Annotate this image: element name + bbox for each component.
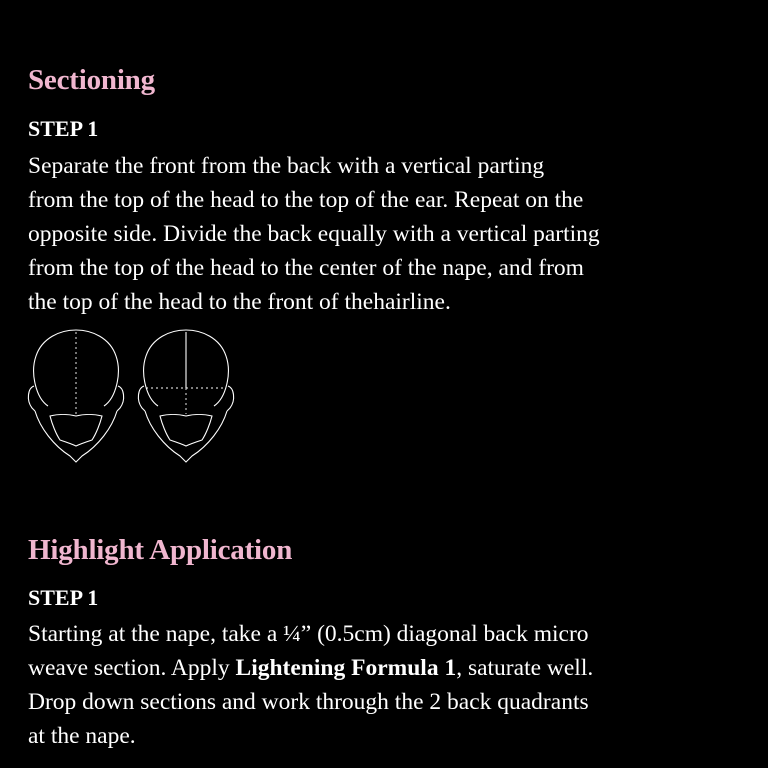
sectioning-line: the top of the head to the front of thehairline. <box>28 289 451 315</box>
highlight-application-heading: Highlight Application <box>28 534 293 566</box>
sectioning-diagram <box>22 328 242 468</box>
sectioning-line: from the top of the head to the center of the nape, and from <box>28 255 584 281</box>
sectioning-line: Separate the front from the back with a vertical parting <box>28 153 545 179</box>
head-back-sectioned-icon <box>138 330 233 462</box>
lightening-formula-name: Lightening Formula 1 <box>235 655 457 681</box>
highlight-step-label: STEP 1 <box>28 585 99 610</box>
sectioning-heading: Sectioning <box>28 64 155 96</box>
sectioning-instructions <box>28 149 748 319</box>
highlight-line-text: weave section. Apply <box>28 655 236 681</box>
highlight-instructions <box>28 617 748 753</box>
highlight-line: at the nape. <box>28 723 136 749</box>
sectioning-line: opposite side. Divide the back equally with a vertical parting <box>28 221 600 247</box>
sectioning-line: from the top of the head to the top of the ear. Repeat on the <box>28 187 584 213</box>
sectioning-step-label: STEP 1 <box>28 116 99 141</box>
highlight-line <box>28 651 748 685</box>
highlight-line: Drop down sections and work through the 2 back quadrants <box>28 689 589 715</box>
head-back-view-icon <box>28 330 123 462</box>
highlight-line: Starting at the nape, take a ¼” (0.5cm) diagonal back micro <box>28 621 589 647</box>
head-diagrams <box>22 328 242 468</box>
highlight-line-text: , saturate well. <box>456 655 594 681</box>
